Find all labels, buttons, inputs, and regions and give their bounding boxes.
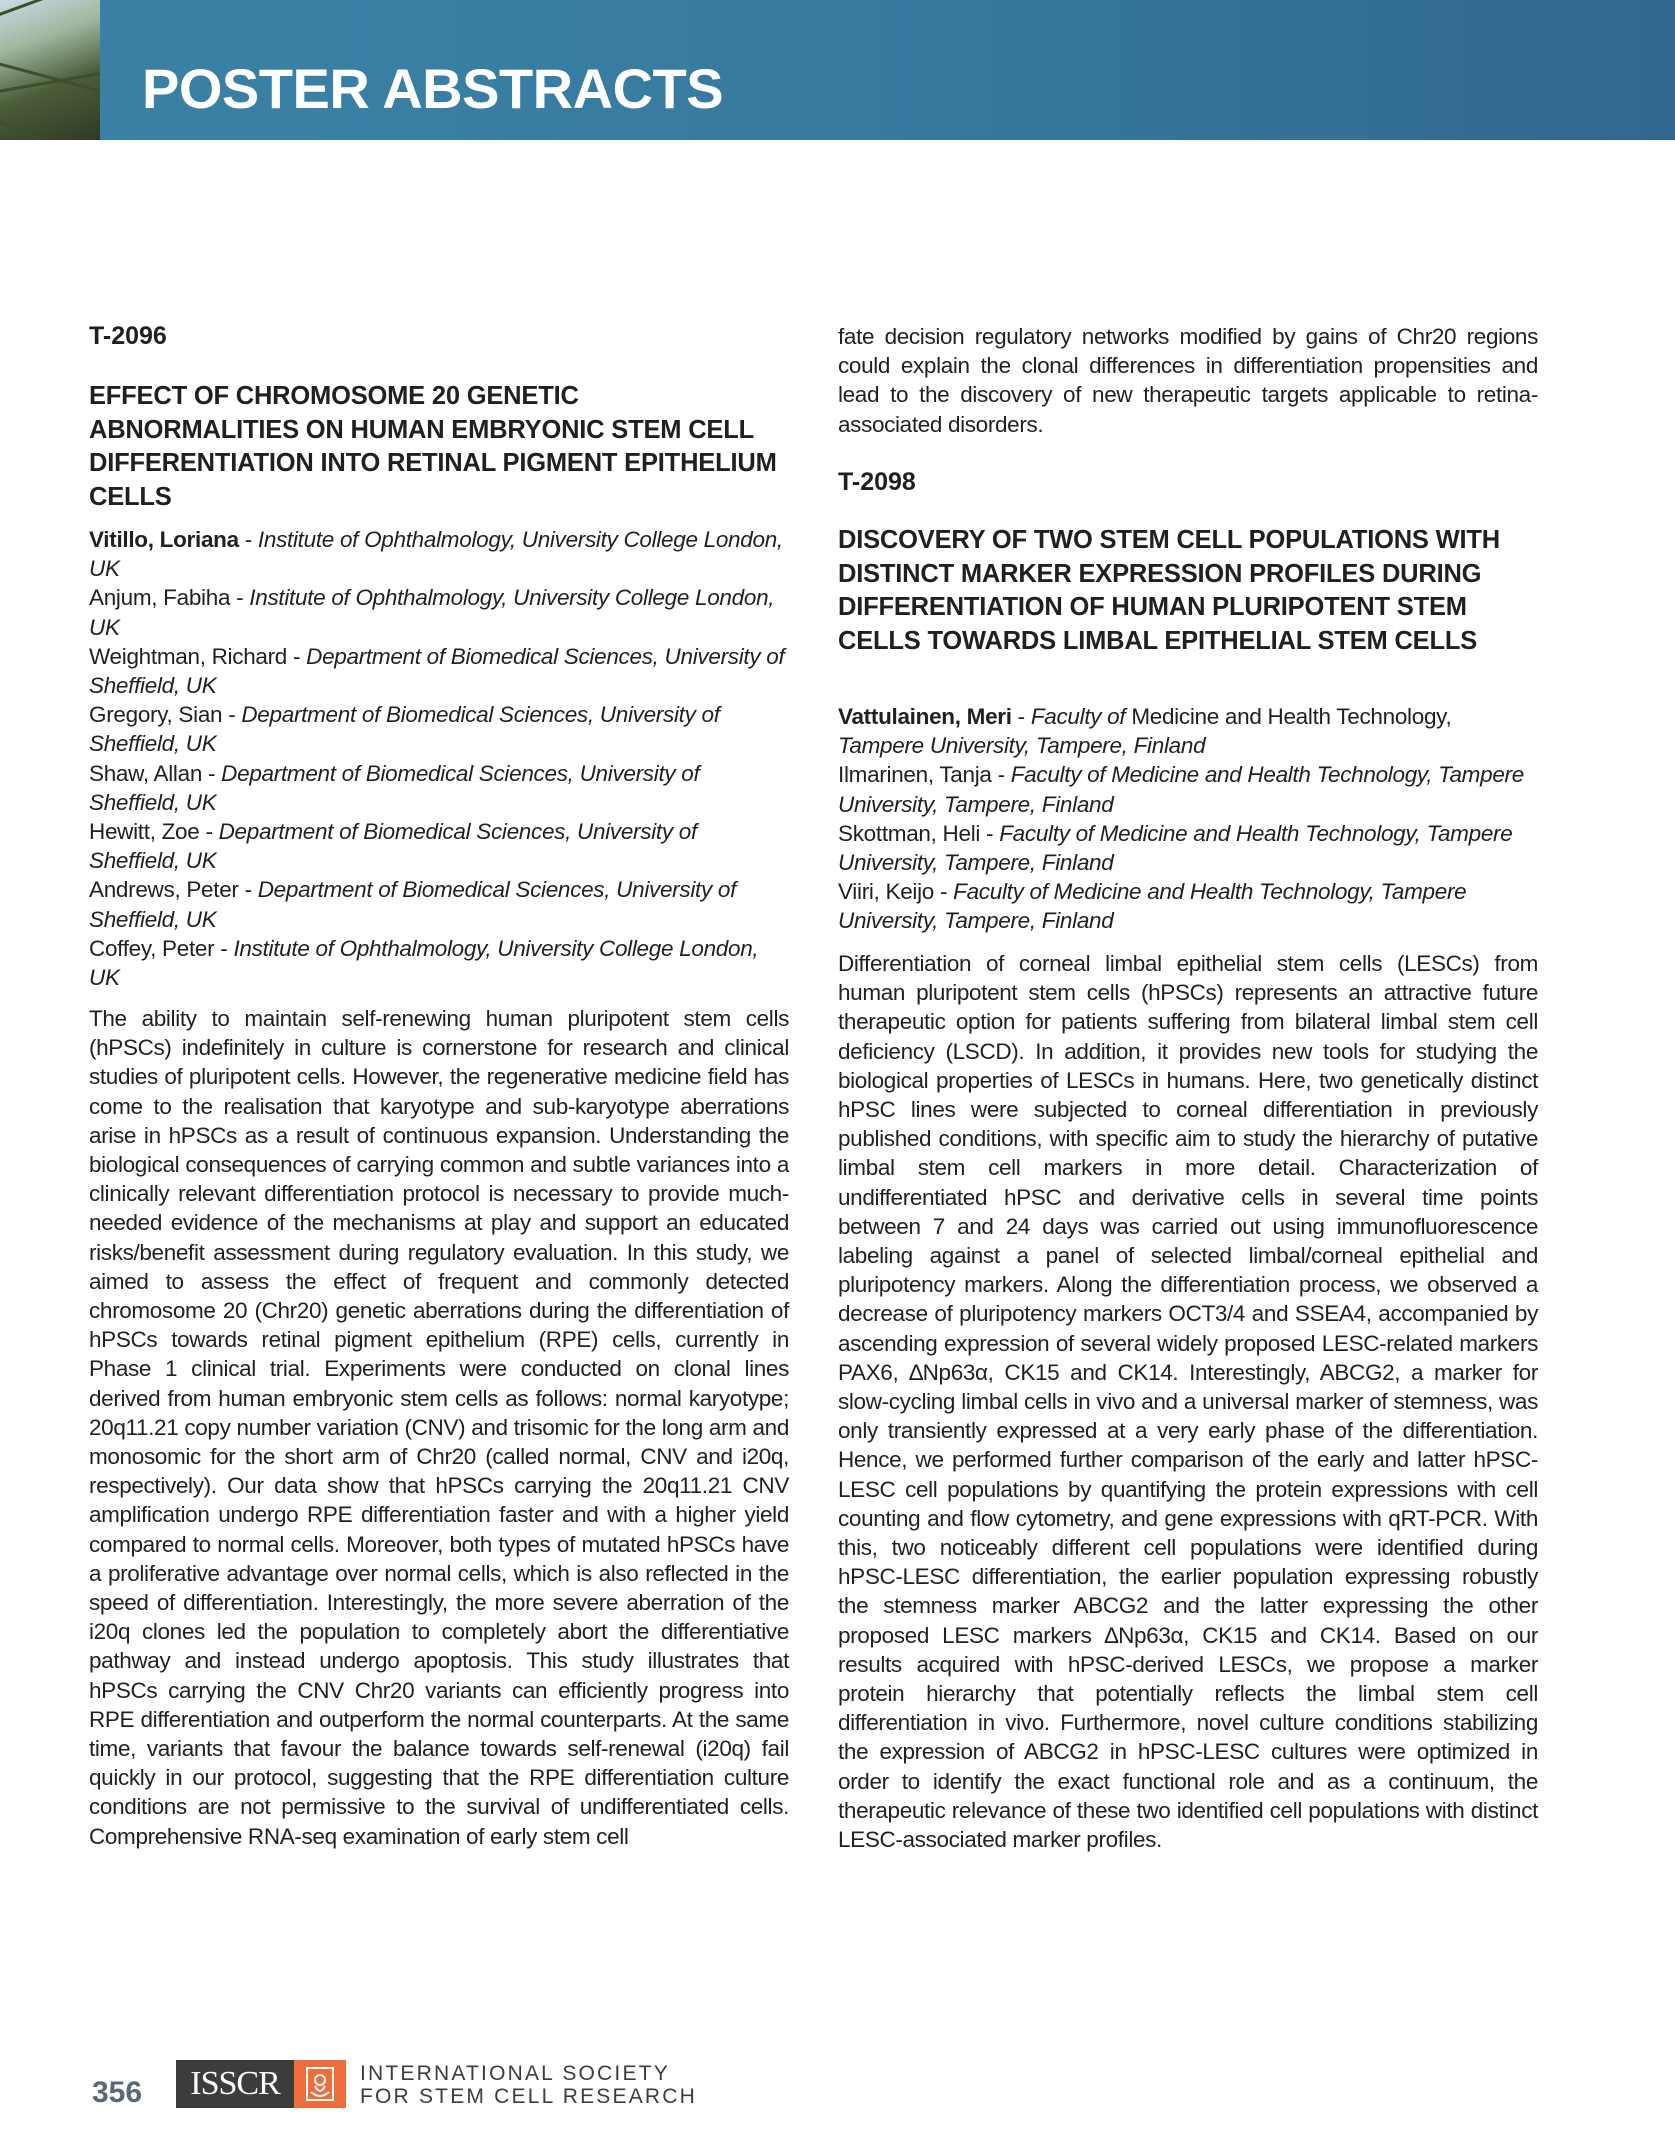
author-name: Viiri, Keijo bbox=[838, 879, 935, 905]
author-name: Weightman, Richard bbox=[89, 643, 288, 669]
author-affiliation: Faculty of Medicine and Health Technology, Tampere University, Tampere, Finland bbox=[838, 820, 1513, 876]
author-entry: Weightman, Richard - Department of Biomedical Sciences, University of Sheffield, UK bbox=[89, 643, 785, 699]
author-affiliation: Department of Biomedical Sciences, University of Sheffield, UK bbox=[89, 877, 737, 932]
author-entry: Gregory, Sian - Department of Biomedical Sciences, University of Sheffield, UK bbox=[89, 702, 720, 757]
author-affiliation: Department of Biomedical Sciences, University of Sheffield, UK bbox=[89, 760, 700, 815]
organization-name-line2: FOR STEM CELL RESEARCH bbox=[360, 2085, 698, 2108]
author-name: Skottman, Heli bbox=[838, 820, 981, 846]
author-affiliation: Medicine and Health Technology, bbox=[1131, 704, 1452, 729]
logo-emblem-icon bbox=[294, 2060, 346, 2108]
abstract-title: DISCOVERY OF TWO STEM CELL POPULATIONS WITH DISTINCT MARKER EXPRESSION PROFILES DURING DIFFERENTIATION OF HUMAN PLURIPOTENT STEM CELLS TOWARDS LIMBAL EPITHELIAL STEM CELLS bbox=[838, 526, 1500, 655]
abstract-code: T-2096 bbox=[89, 322, 167, 350]
author-list bbox=[89, 525, 789, 992]
abstract-body: Differentiation of corneal limbal epithelial stem cells (LESCs) from human pluripotent stem cells (hPSCs) represents an attractive future therapeutic option for patients suffering from bilateral limbal stem cell deficiency (LSCD). In addition, it provides new tools for studying the biological properties of LESCs in humans. Here, two genetically distinct hPSC lines were subjected to corneal differentiation in previously published conditions, with specific aim to study the hierarchy of putative limbal stem cell markers in more detail. Characterization of undifferentiated hPSC and derivative cells in several time points between 7 and 24 days was carried out using immunofluorescence labeling against a panel of selected limbal/corneal epithelial and pluripotency markers. Along the differentiation process, we observed a decrease of pluripotency markers OCT3/4 and SSEA4, accompanied by ascending expression of several widely proposed LESC-related markers PAX6, ∆Np63α, CK15 and CK14. Interestingly, ABCG2, a marker for slow-cycling limbal cells in vivo and a universal marker of stemness, was only transiently expressed at a very early phase of the differentiation. Hence, we performed further comparison of the early and latter hPSC-LESC cell populations by quantifying the protein expressions with cell counting and flow cytometry, and gene expressions with qRT-PCR. With this, two noticeably different cell populations were identified during hPSC-LESC differentiation, the earlier population expressing robustly the stemness marker ABCG2 and the latter expressing the other proposed LESC markers ∆Np63α, CK15 and CK14. Based on our results acquired with hPSC-derived LESCs, we propose a marker protein hierarchy that potentially reflects the limbal stem cell differentiation in vivo. Furthermore, novel culture conditions stabilizing the expression of ABCG2 in hPSC-LESC cultures were optimized in order to identify the exact functional role and as a continuum, the therapeutic relevance of these two identified cell populations with distinct LESC-associated marker profiles. bbox=[838, 951, 1538, 1853]
author-name: Gregory, Sian bbox=[89, 702, 223, 728]
author-affiliation: Department of Biomedical Sciences, University of Sheffield, UK bbox=[89, 643, 785, 699]
author-entry: Andrews, Peter - Department of Biomedical Sciences, University of Sheffield, UK bbox=[89, 877, 737, 932]
isscr-logo bbox=[176, 2060, 346, 2108]
author-entry: Skottman, Heli - Faculty of Medicine and Health Technology, Tampere University, Tampere, Finland bbox=[838, 820, 1513, 876]
author-entry: Vitillo, Loriana - Institute of Ophthalmology, University College London, UK bbox=[89, 527, 783, 582]
page-header-banner bbox=[0, 0, 1675, 140]
author-entry: Coffey, Peter - Institute of Ophthalmology, University College London, UK bbox=[89, 935, 759, 991]
author-name: Anjum, Fabiha bbox=[89, 585, 231, 611]
author-entry: Vattulainen, Meri - Faculty of Medicine and Health Technology, Tampere University, Tampere, Finland bbox=[838, 704, 1452, 759]
author-entry: Shaw, Allan - Department of Biomedical Sciences, University of Sheffield, UK bbox=[89, 760, 700, 815]
logo-wordmark: ISSCR bbox=[176, 2060, 294, 2108]
author-affiliation: Institute of Ophthalmology, University College London, UK bbox=[89, 585, 775, 640]
page-number: 356 bbox=[92, 2076, 143, 2109]
author-name: Andrews, Peter bbox=[89, 877, 239, 903]
author-name: Hewitt, Zoe bbox=[89, 819, 200, 845]
author-list bbox=[838, 702, 1538, 936]
author-affiliation: Institute of Ophthalmology, University College London, UK bbox=[89, 935, 759, 991]
author-entry: Ilmarinen, Tanja - Faculty of Medicine and Health Technology, Tampere University, Tampere, Finland bbox=[838, 762, 1524, 817]
author-name: Coffey, Peter bbox=[89, 935, 215, 961]
author-affiliation: Faculty of Medicine and Health Technology, Tampere University, Tampere, Finland bbox=[838, 762, 1524, 817]
abstract-code: T-2098 bbox=[838, 468, 916, 496]
palm-tree-image bbox=[0, 0, 100, 140]
author-name: Vitillo, Loriana bbox=[89, 527, 239, 552]
organization-name bbox=[360, 2062, 697, 2108]
author-entry: Anjum, Fabiha - Institute of Ophthalmology, University College London, UK bbox=[89, 585, 775, 640]
author-affiliation: Faculty of bbox=[1030, 704, 1126, 729]
author-name: Vattulainen, Meri bbox=[838, 704, 1012, 729]
author-entry: Viiri, Keijo - Faculty of Medicine and Health Technology, Tampere University, Tampere, Finland bbox=[838, 879, 1467, 934]
abstract-t2096 bbox=[89, 322, 789, 351]
author-entry: Hewitt, Zoe - Department of Biomedical Sciences, University of Sheffield, UK bbox=[89, 819, 697, 874]
author-affiliation: Institute of Ophthalmology, University College London, UK bbox=[89, 527, 783, 582]
author-affiliation: Department of Biomedical Sciences, University of Sheffield, UK bbox=[89, 702, 720, 757]
section-title: POSTER ABSTRACTS bbox=[142, 57, 724, 120]
author-name: Shaw, Allan bbox=[89, 760, 203, 786]
author-affiliation: Department of Biomedical Sciences, University of Sheffield, UK bbox=[89, 819, 697, 874]
organization-name-line1: INTERNATIONAL SOCIETY bbox=[360, 2062, 670, 2085]
author-name: Ilmarinen, Tanja bbox=[838, 762, 992, 788]
abstract-title: EFFECT OF CHROMOSOME 20 GENETIC ABNORMALITIES ON HUMAN EMBRYONIC STEM CELL DIFFERENTIATION INTO RETINAL PIGMENT EPITHELIUM CELLS bbox=[89, 382, 777, 511]
abstract-body-continued: fate decision regulatory networks modified by gains of Chr20 regions could explain the clonal differences in differentiation propensities and lead to the discovery of new therapeutic targets applicable to retina-associated disorders. bbox=[838, 324, 1538, 437]
abstract-body: The ability to maintain self-renewing human pluripotent stem cells (hPSCs) indefinitely in culture is cornerstone for research and clinical studies of pluripotent cells. However, the regenerative medicine field has come to the realisation that karyotype and sub-karyotype aberrations arise in hPSCs as a result of continuous expansion. Understanding the biological consequences of carrying common and subtle variances into a clinically relevant differentiation protocol is necessary to provide much-needed evidence of the mechanisms at play and support an educated risks/benefit assessment during regulatory evaluation. In this study, we aimed to assess the effect of frequent and commonly detected chromosome 20 (Chr20) genetic aberrations during the differentiation of hPSCs towards retinal pigment epithelium (RPE) cells, currently in Phase 1 clinical trial. Experiments were conducted on clonal lines derived from human embryonic stem cells as follows: normal karyotype; 20q11.21 copy number variation (CNV) and trisomic for the long arm and monosomic for the short arm of Chr20 (called normal, CNV and i20q, respectively). Our data show that hPSCs carrying the 20q11.21 CNV amplification undergo RPE differentiation faster and with a higher yield compared to normal cells. Moreover, both types of mutated hPSCs have a proliferative advantage over normal cells, which is also reflected in the speed of differentiation. Interestingly, the more severe aberration of the i20q clones led the population to completely abort the differentiative pathway and instead undergo apoptosis. This study illustrates that hPSCs carrying the CNV Chr20 variants can efficiently progress into RPE differentiation and outperform the normal counterparts. At the same time, variants that favour the balance towards self-renewal (i20q) fail quickly in our protocol, suggesting that the RPE differentiation culture conditions are not permissive to the survival of undifferentiated cells. Comprehensive RNA-seq examination of early stem cell bbox=[89, 1006, 789, 1849]
abstract-t2098 bbox=[838, 468, 1538, 497]
author-affiliation: Faculty of Medicine and Health Technology, Tampere University, Tampere, Finland bbox=[838, 879, 1467, 934]
author-affiliation: Tampere University, Tampere, Finland bbox=[838, 733, 1206, 759]
